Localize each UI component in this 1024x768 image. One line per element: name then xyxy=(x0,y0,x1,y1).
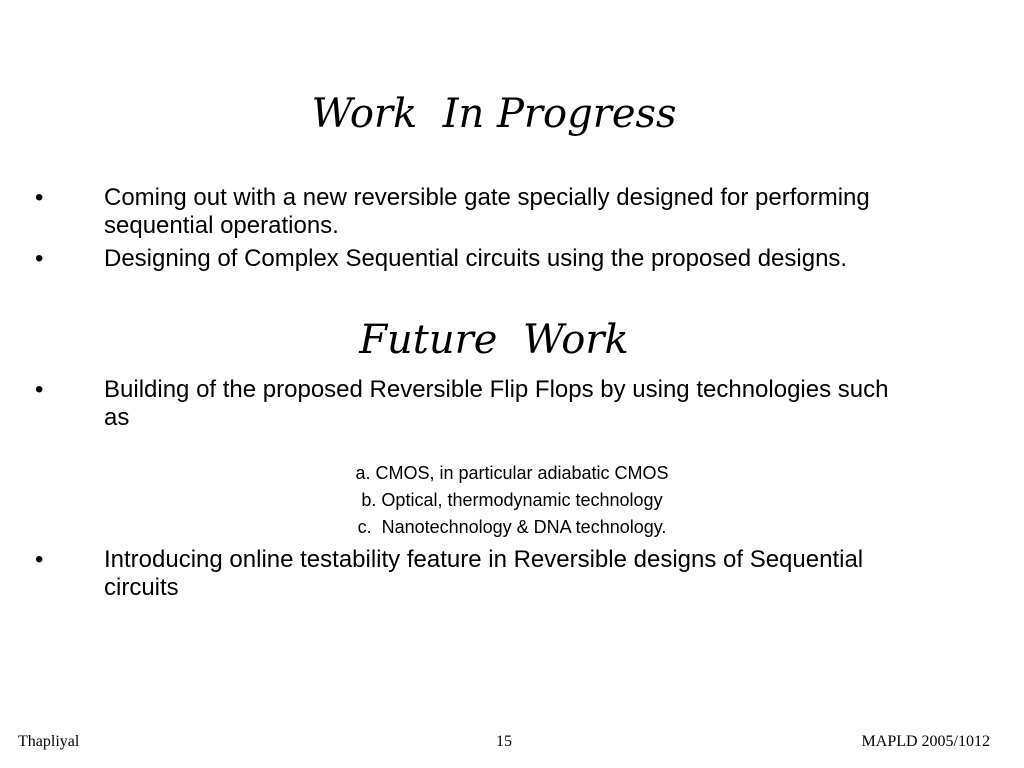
bullet-text: Coming out with a new reversible gate specially designed for performing sequential operations. xyxy=(104,184,870,239)
footer-author: Thapliyal xyxy=(18,733,80,750)
footer-conference: MAPLD 2005/1012 xyxy=(861,733,990,750)
footer-page-number: 15 xyxy=(496,733,512,750)
title-future-work: Future Work xyxy=(359,317,629,363)
technology-item: c. Nanotechnology & DNA technology. xyxy=(357,517,667,537)
bullet-text: Designing of Complex Sequential circuits using the proposed designs. xyxy=(104,245,848,272)
technology-item: a. CMOS, in particular adiabatic CMOS xyxy=(355,463,669,483)
bullet-text: Building of the proposed Reversible Flip Flops by using technologies such as xyxy=(104,376,889,431)
technology-item: b. Optical, thermodynamic technology xyxy=(361,490,663,510)
bullet-symbol: • xyxy=(35,245,44,272)
bullet-text: Introducing online testability feature in Reversible designs of Sequential circuits xyxy=(104,546,864,601)
bullet-symbol: • xyxy=(35,546,44,573)
technology-list xyxy=(0,460,1024,541)
title-work-in-progress: Work In Progress xyxy=(311,91,677,137)
bullet-symbol: • xyxy=(35,376,44,403)
bullet-symbol: • xyxy=(35,184,44,211)
